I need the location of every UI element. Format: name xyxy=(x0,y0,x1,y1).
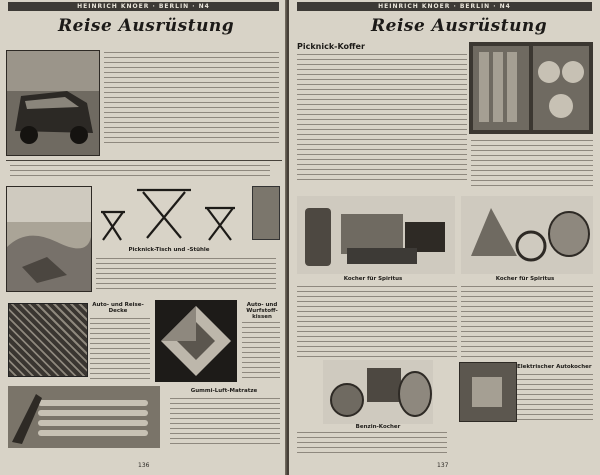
beach-image xyxy=(7,187,91,291)
petrol-cooker-image xyxy=(323,360,433,424)
left-page-number: 136 xyxy=(138,462,150,469)
beach-photo xyxy=(6,186,92,292)
spirit-cooker-b-image xyxy=(461,196,593,274)
mattress-text xyxy=(170,398,280,448)
right-page xyxy=(289,0,600,475)
air-mattress-label: Gummi-Luft-Matratze xyxy=(190,388,258,394)
spirit-cooker-image xyxy=(297,196,455,274)
car-accessories-text xyxy=(104,52,279,144)
petrol-cooker-label: Benzin-Kocher xyxy=(355,424,401,430)
auto-cooker-text xyxy=(517,374,593,424)
blanket-text xyxy=(90,318,150,380)
auto-cooker-label: Elektrischer Autokocher xyxy=(517,364,592,370)
left-page-title: Reise Ausrüstung xyxy=(58,16,235,36)
roof-rack-text xyxy=(10,165,270,179)
picnic-case-label: Picknick-Koffer xyxy=(297,42,365,51)
right-page-number: 137 xyxy=(437,462,449,469)
spirit-cooker-label-b: Kocher für Spiritus xyxy=(495,276,555,282)
picnic-case-text xyxy=(297,54,467,184)
folded-chair-image xyxy=(252,186,280,240)
travel-blanket-label: Auto- und Reise-Decke xyxy=(92,302,144,314)
cushion-label: Auto- und Wurfstoff-kissen xyxy=(246,302,278,320)
cushion-pattern-image xyxy=(155,300,237,382)
right-page-title: Reise Ausrüstung xyxy=(371,16,548,36)
picnic-furniture-drawing xyxy=(95,182,245,244)
picnic-case-prices xyxy=(471,140,593,190)
plaid-blanket-image xyxy=(8,303,88,377)
left-running-header: HEINRICH KNOER · BERLIN · N4 xyxy=(8,2,279,11)
car-photo xyxy=(6,50,100,156)
picnic-case-image xyxy=(469,42,593,134)
picnic-prices-text xyxy=(96,258,276,292)
cushion-text xyxy=(242,322,280,380)
air-mattress-image xyxy=(8,386,160,448)
petrol-cooker-text xyxy=(297,432,447,454)
spirit-cooker-label-a: Kocher für Spiritus xyxy=(343,276,403,282)
picnic-table-label: Picknick-Tisch und -Stühle xyxy=(128,247,210,253)
auto-cooker-photo xyxy=(459,362,517,422)
divider xyxy=(6,160,282,161)
left-page xyxy=(0,0,288,475)
car-image xyxy=(7,51,99,155)
right-running-header: HEINRICH KNOER · BERLIN · N4 xyxy=(297,2,592,11)
spirit-cooker-b-text xyxy=(461,286,593,358)
spirit-cooker-text xyxy=(297,286,457,358)
